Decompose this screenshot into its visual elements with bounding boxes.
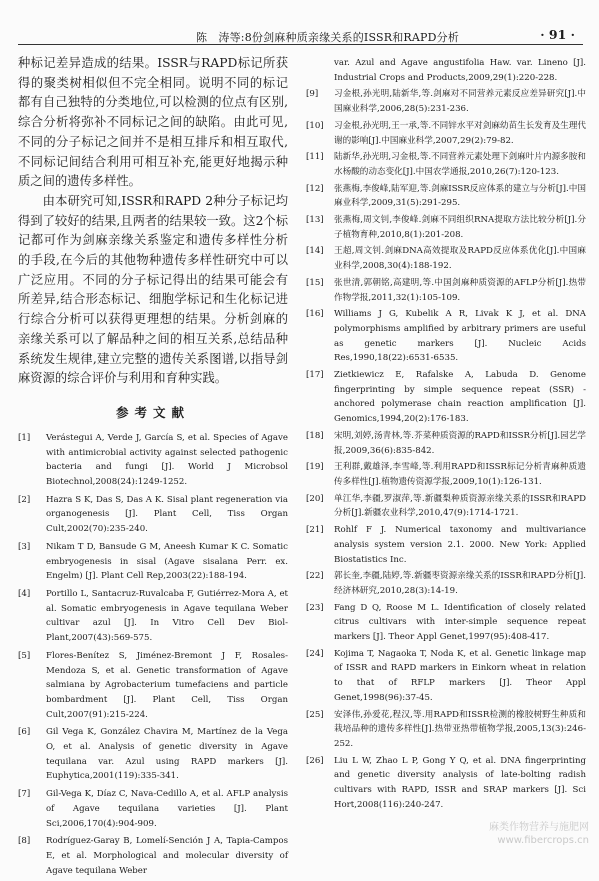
reference-number: [5] — [18, 650, 31, 661]
reference-item — [306, 754, 586, 813]
reference-item — [306, 307, 586, 366]
body-paragraph-1: 种标记差异造成的结果。ISSR与RAPD标记所获得的聚类树相似但不完全相同。说明不同的标记都有自己独特的分类地位,可以检测的位点有区别,综合分析将弥补不同标记之间的缺陷。由此可见,不同的分子标记之间并不是相互排斥和相互取代,不同标记间结合利用可相互补充,能更好地揭示种质之间的遗传多样性。 — [18, 56, 288, 189]
reference-item — [18, 725, 288, 784]
reference-text: 张燕梅,李俊峰,陆军迎,等.剑麻ISSR反应体系的建立与分析[J].中国麻业科学,2009,31(5):291-295. — [334, 183, 586, 209]
reference-item — [306, 213, 586, 242]
reference-number: [17] — [306, 370, 324, 381]
reference-number: [10] — [306, 120, 324, 131]
reference-item — [306, 647, 586, 706]
reference-text: 张世清,郭朝铭,高建明,等.中国剑麻种质资源的AFLP分析[J].热带作物学报,2011,32(1):105-109. — [334, 277, 586, 303]
reference-text: Gil-Vega K, Díaz C, Nava-Cedillo A, et al. AFLP analysis of Agave tequilana varieties [J]. Plant Sci,2006,170(4):904-909. — [46, 789, 288, 829]
reference-text: 习金根,孙光明,陆新华,等.剑麻对不同营养元素反应差异研究[J].中国麻业科学,2006,28(5):231-236. — [334, 89, 586, 115]
reference-text: var. Azul and Agave angustifolia Haw. var. Lineno [J]. Industrial Crops and Products,2009,29(1):220-228. — [334, 58, 586, 83]
body-paragraph-2: 由本研究可知,ISSR和RAPD 2种分子标记均得到了较好的结果,且两者的结果较一致。这2个标记都可作为剑麻亲缘关系鉴定和遗传多样性分析的手段,在今后的其他物种遗传多样性研究中可以广泛应用。不同的分子标记得出的结果可能会有所差异,结合形态标记、细胞学标记和生化标记进行综合分析可以获得更理想的结果。分析剑麻的亲缘关系可以了解品种之间的相互关系,总结品种系统发生规律,建立完整的遗传关系图谱,以指导剑麻资源的综合评价与利用和育种实践。 — [18, 193, 288, 386]
reference-number: [20] — [306, 493, 324, 504]
running-header — [18, 0, 583, 45]
reference-item — [306, 460, 586, 489]
reference-text: 陆新华,孙光明,习金根,等.不同营养元素处理下剑麻叶片内源多胺和水杨酸的动态变化[J].中国农学通报,2010,26(7):120-123. — [334, 152, 586, 177]
reference-item — [18, 649, 288, 723]
reference-number: [11] — [306, 152, 324, 163]
reference-item — [18, 493, 288, 537]
page-number: · 91 · — [540, 27, 575, 42]
reference-text: Verástegui A, Verde J, García S, et al. Species of Agave with antimicrobial activity against selected pathogenic bacteria and fungi [J]. World J Microbsol Biotechnol,2008(24):1249-1252. — [46, 432, 288, 488]
watermark-line-1: 麻类作物营养与施肥网 — [489, 822, 589, 833]
reference-text: Williams J G, Kubelik A R, Livak K J, et al. DNA polymorphisms amplified by arbitrary primers are useful as genetic markers [J]. Nucleic Acids Res,1990,18(22):6531-6535. — [334, 309, 586, 364]
reference-number: [24] — [306, 648, 324, 659]
reference-text: Zietkiewicz E, Rafalske A, Labuda D. Genome fingerprinting by simple sequence repeat (SSR) - anchored polymerase chain reaction amplification [J]. Genomics,1994,20(2):176-183. — [334, 370, 586, 425]
reference-item — [306, 119, 586, 148]
reference-text: Flores-Benítez S, Jiménez-Bremont J F, Rosales-Mendoza S, et al. Genetic transformation of Agave salmiana by Agrobacterium tumefaciens and particle bombardment [J]. Plant Cell, Tiss Organ Cult,2007(91):215-224. — [46, 650, 288, 720]
reference-item — [18, 834, 288, 878]
reference-number: [26] — [306, 755, 324, 766]
reference-item — [306, 276, 586, 305]
watermark-line-2: www.fibercrops.cn — [497, 835, 589, 846]
reference-item — [306, 492, 586, 521]
reference-item — [18, 587, 288, 646]
reference-number: [12] — [306, 183, 324, 194]
reference-text: 习金根,孙光明,王一承,等.不同锌水平对剑麻幼苗生长发育及生理代谢的影响[J].中国麻业科学,2007,29(2):79-82. — [334, 120, 586, 146]
reference-text: 王利群,戴雄泽,李雪峰,等.利用RAPD和ISSR标记分析青麻种质遗传多样性[J].植物遗传资源学报,2009,10(1):126-131. — [334, 462, 586, 487]
reference-item — [306, 244, 586, 273]
reference-text: Liu L W, Zhao L P, Gong Y Q, et al. DNA fingerprinting and genetic diversity analysis of late-bolting radish cultivars with RAPD, ISSR and SRAP markers [J]. Sci Hort,2008(116):240-247. — [334, 755, 586, 810]
reference-text: 郭长奎,李疆,陆婷,等.新疆枣资源亲缘关系的ISSR和RAPD分析[J].经济林研究,2010,28(3):14-19. — [334, 571, 586, 596]
reference-item — [306, 182, 586, 211]
reference-number: [3] — [18, 541, 31, 552]
reference-number: [13] — [306, 215, 324, 226]
running-title: 陈 涛等:8份剑麻种质亲缘关系的ISSR和RAPD分析 — [196, 31, 460, 44]
reference-item — [306, 523, 586, 567]
left-column — [18, 54, 288, 881]
reference-number: [7] — [18, 789, 31, 800]
site-watermark — [489, 821, 589, 847]
right-column — [306, 56, 586, 814]
reference-item — [18, 431, 288, 490]
reference-text: Hazra S K, Das S, Das A K. Sisal plant regeneration via organogenesis [J]. Plant Cell, Tiss Organ Cult,2002(70):235-240. — [46, 494, 288, 535]
reference-number: [21] — [306, 525, 324, 536]
reference-item — [306, 87, 586, 116]
reference-number: [8] — [18, 836, 31, 847]
reference-number: [6] — [18, 727, 31, 738]
reference-item — [306, 708, 586, 752]
reference-text: Rodríguez-Garay B, Lomelí-Sención J A, Tapia-Campos E, et al. Morphological and molecular diversity of Agave tequilana Weber — [46, 836, 288, 876]
reference-number: [25] — [306, 709, 324, 720]
reference-item — [306, 601, 586, 645]
references-heading: 参考文献 — [115, 404, 190, 420]
reference-number: [15] — [306, 277, 324, 288]
reference-text: 王超,周文钊.剑麻DNA高效提取及RAPD反应体系优化[J].中国麻业科学,2008,30(4):188-192. — [334, 246, 586, 272]
reference-number: [16] — [306, 309, 324, 320]
reference-text: 宋明,刘婷,汤青林,等.芥菜种质资源的RAPD和ISSR分析[J].园艺学报,2009,36(6):835-842. — [334, 430, 586, 456]
reference-number — [306, 56, 334, 85]
reference-number: [1] — [18, 432, 31, 443]
reference-number: [4] — [18, 588, 31, 599]
reference-item — [306, 150, 586, 179]
reference-item — [306, 56, 586, 85]
reference-text: Gil Vega K, González Chavira M, Martínez de la Vega O, et al. Analysis of genetic diversity in Agave tequilana var. Azul using RAPD markers [J]. Euphytica,2001(119):335-341. — [46, 727, 288, 782]
reference-number: [23] — [306, 602, 324, 613]
reference-number: [19] — [306, 462, 324, 473]
reference-item — [306, 569, 586, 598]
reference-number: [22] — [306, 571, 324, 582]
reference-number: [14] — [306, 246, 324, 257]
reference-text: 单江华,李疆,罗淑萍,等.新疆梨种质资源亲缘关系的ISSR和RAPD分析[J].新疆农业科学,2010,47(9):1714-1721. — [334, 493, 586, 519]
reference-text: Rohlf F J. Numerical taxonomy and multivariance analysis system version 2.1. 2000. New York: Applied Biostatistics Inc. — [334, 525, 586, 565]
reference-number: [2] — [18, 494, 31, 505]
reference-number: [18] — [306, 430, 324, 441]
reference-text: 安泽伟,孙爱花,程汉,等.用RAPD和ISSR检测的橡胶树野生种质和栽培品种的遗传多样性[J].热带亚热带植物学报,2005,13(3):246-252. — [334, 709, 586, 749]
reference-number: [9] — [306, 89, 319, 100]
reference-item — [18, 787, 288, 831]
reference-item — [306, 429, 586, 458]
reference-text: 张燕梅,周文钊,李俊峰.剑麻不同组织RNA提取方法比较分析[J].分子植物育种,2010,8(1):201-208. — [334, 215, 586, 240]
reference-text: Portillo L, Santacruz-Ruvalcaba F, Gutiérrez-Mora A, et al. Somatic embryogenesis in Agave tequilana Weber cultivar azul [J]. In Vitro Cell Dev Biol-Plant,2007(43):569-575. — [46, 588, 288, 644]
reference-text: Nikam T D, Bansude G M, Aneesh Kumar K C. Somatic embryogenesis in sisal (Agave sisalana Perr. ex. Engelm) [J]. Plant Cell Rep,2003(22):188-194. — [46, 541, 288, 582]
reference-text: Kojima T, Nagaoka T, Noda K, et al. Genetic linkage map of ISSR and RAPD markers in Einkorn wheat in relation to that of RFLP markers [J]. Theor Appl Genet,1998(96):37-45. — [334, 648, 586, 703]
reference-text: Fang D Q, Roose M L. Identification of closely related citrus cultivars with inter-simple sequence repeat markers [J]. Theor Appl Genet,1997(95):408-417. — [334, 602, 586, 643]
reference-item — [306, 368, 586, 427]
reference-item — [18, 540, 288, 584]
